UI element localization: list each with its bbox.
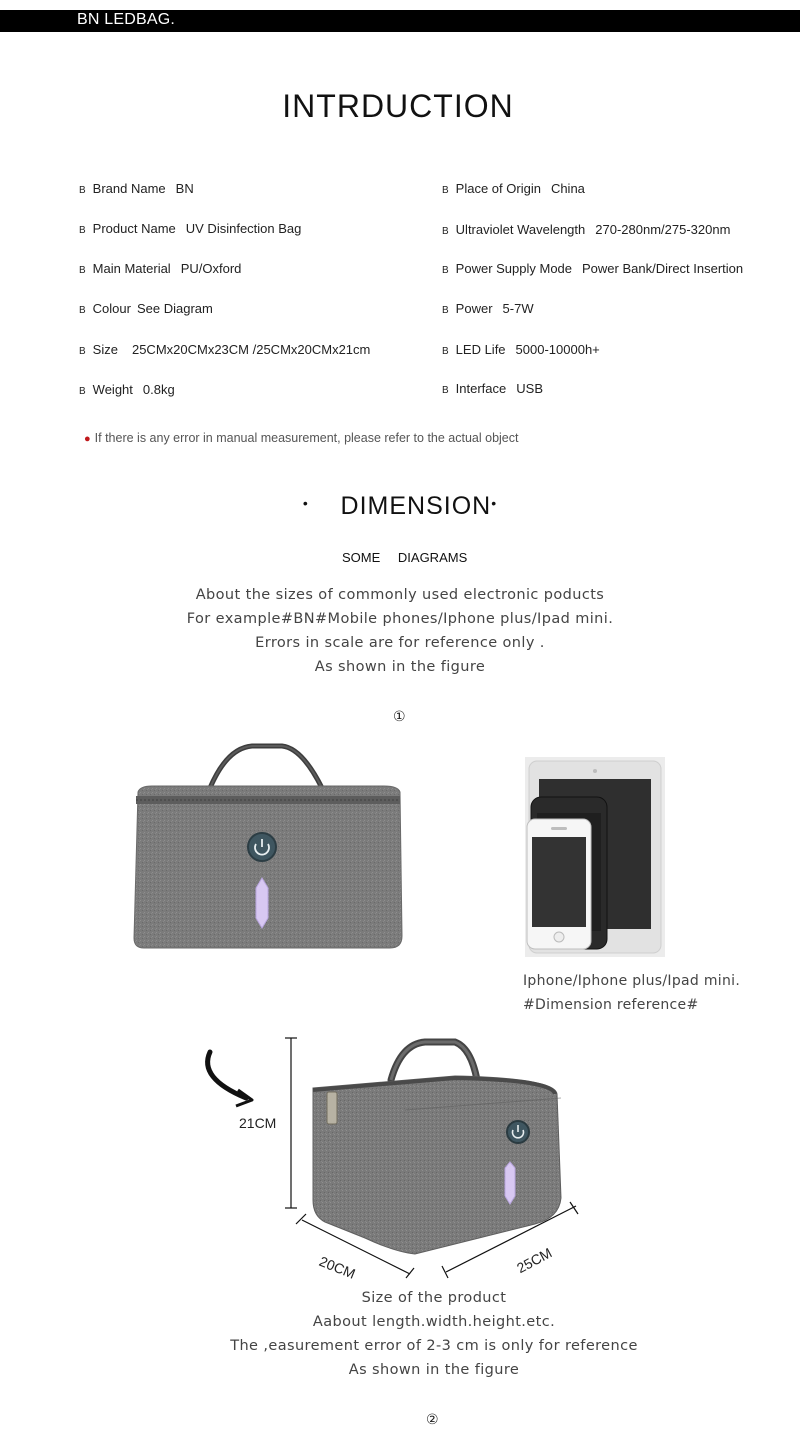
- product-size-paragraph: Size of the product Aabout length.width.height.etc. The ,easurement error of 2-3 cm is only for reference As shown in the figure: [230, 1290, 638, 1378]
- spec-power: B Power 5-7W: [442, 301, 534, 316]
- uv-bag-front-image: [132, 740, 404, 952]
- intro-title: INTRDUCTION: [282, 88, 514, 124]
- spec-interface: B Interface USB: [442, 381, 543, 396]
- length-label: 25CM: [514, 1244, 555, 1277]
- header-bar: [0, 10, 800, 32]
- devices-reference-image: [525, 757, 665, 957]
- dimension-subtitle: SOME DIAGRAMS: [342, 550, 468, 565]
- spec-product-name: B Product Name UV Disinfection Bag: [79, 221, 302, 236]
- spec-led-life: B LED Life 5000-10000h+: [442, 342, 600, 357]
- devices-caption: Iphone/Iphone plus/Ipad mini. #Dimension reference#: [523, 973, 741, 1013]
- curved-arrow-icon: [198, 1048, 258, 1108]
- spec-colour: B Colour See Diagram: [79, 301, 213, 316]
- figure-marker-1: ①: [393, 708, 406, 724]
- sizes-paragraph: About the sizes of commonly used electronic poducts For example#BN#Mobile phones/Iphone plus/Ipad mini. Errors in scale are for reference only . As shown in the figure: [186, 587, 614, 675]
- spec-size: B Size 25CMx20CMx23CM /25CMx20CMx21cm: [79, 342, 371, 357]
- spec-uv-wavelength: B Ultraviolet Wavelength 270-280nm/275-320nm: [442, 222, 731, 237]
- spec-place-of-origin: B Place of Origin China: [442, 181, 585, 196]
- dimension-title: • DIMENSION•: [302, 492, 498, 520]
- figure-marker-2: ②: [426, 1411, 439, 1427]
- height-label: 21CM: [239, 1115, 277, 1131]
- height-dimension-line: [283, 1036, 299, 1212]
- spec-main-material: B Main Material PU/Oxford: [79, 261, 242, 276]
- brand-title: BN LEDBAG.: [77, 11, 176, 28]
- width-label: 20CM: [317, 1253, 358, 1282]
- spec-power-supply-mode: B Power Supply Mode Power Bank/Direct Insertion: [442, 261, 744, 276]
- spec-weight: B Weight 0.8kg: [79, 382, 175, 397]
- measurement-note: ● If there is any error in manual measurement, please refer to the actual object: [84, 431, 519, 445]
- spec-brand-name: B Brand Name BN: [79, 181, 194, 196]
